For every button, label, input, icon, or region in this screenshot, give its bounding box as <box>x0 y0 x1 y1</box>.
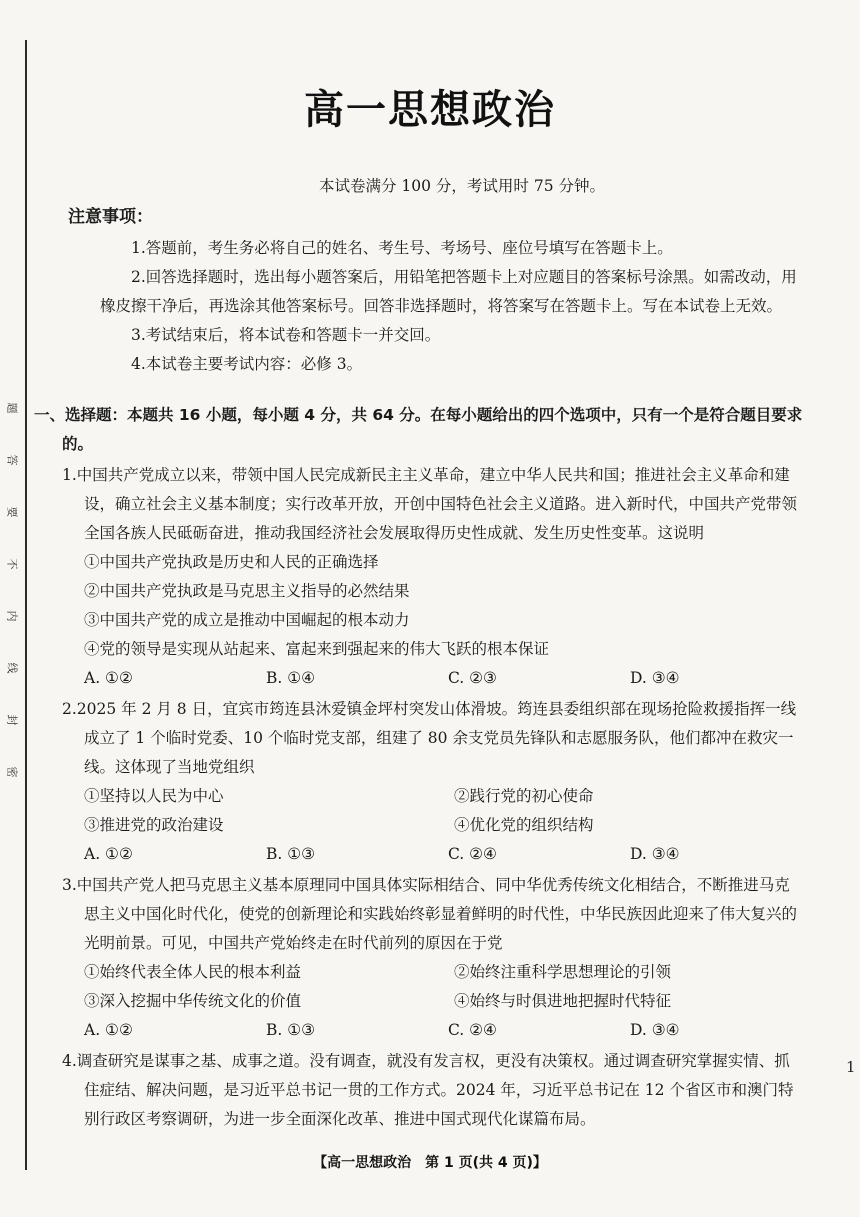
exam-subtitle: 本试卷满分 100 分，考试用时 75 分钟。 <box>318 177 606 195</box>
statements-grid <box>62 958 802 1016</box>
statement: ②中国共产党执政是马克思主义指导的必然结果 <box>84 582 410 600</box>
question-stem: 3.中国共产党人把马克思主义基本原理同中国具体实际相结合、同中华优秀传统文化相结合，不断推进马克思主义中国化时代化，使党的创新理论和实践始终彰显着鲜明的时代性，中华民族因此迎来了伟大复兴的光明前景。可见，中国共产党始终走在时代前列的原因在于党 <box>62 876 798 952</box>
margin-number: 1 <box>846 1058 856 1076</box>
choice-d: D. ③④ <box>630 1021 680 1039</box>
statement: ①中国共产党执政是历史和人民的正确选择 <box>84 553 379 571</box>
question-stem: 4.调查研究是谋事之基、成事之道。没有调查，就没有发言权，更没有决策权。通过调查研究掌握实情、抓住症结、解决问题，是习近平总书记一贯的工作方式。2024 年，习近平总书记在 12 个省区市和澳门特别行政区考察调研，为进一步全面深化改革、推进中国式现代化谋篇布局。 <box>62 1052 794 1128</box>
section-heading: 一、选择题：本题共 16 小题，每小题 4 分，共 64 分。在每小题给出的四个选项中，只有一个是符合题目要求的。 <box>34 406 803 453</box>
choice-a: A. ①② <box>84 1021 133 1039</box>
statement: ③推进党的政治建设 <box>84 816 224 834</box>
choice-c: C. ②④ <box>448 1021 497 1039</box>
choice-b: B. ①④ <box>266 669 316 687</box>
statement: ①始终代表全体人民的根本利益 <box>84 963 302 981</box>
statement: ③深入挖掘中华传统文化的价值 <box>84 992 302 1010</box>
question-1 <box>62 461 802 693</box>
notice-heading: 注意事项： <box>68 207 153 227</box>
side-label: 不 <box>5 558 18 570</box>
side-label: 答 <box>5 454 18 466</box>
question-stem: 2.2025 年 2 月 8 日，宜宾市筠连县沐爱镇金坪村突发山体滑坡。筠连县委组织部在现场抢险救援指挥一线成立了 1 个临时党委、10 个临时党支部，组建了 80 余支党员先锋队和志愿服务队，他们都冲在救灾一线。这体现了当地党组织 <box>62 700 797 776</box>
choice-d: D. ③④ <box>630 845 680 863</box>
side-label: 密 <box>5 766 18 778</box>
choice-b: B. ①③ <box>266 845 316 863</box>
notice-item: 4.本试卷主要考试内容：必修 3。 <box>131 355 363 373</box>
answer-choices <box>62 664 802 693</box>
answer-choices <box>62 1016 802 1045</box>
side-label: 封 <box>5 714 18 726</box>
page-title: 高一思想政治 <box>304 87 556 133</box>
question-2 <box>62 695 802 869</box>
statement: ③中国共产党的成立是推动中国崛起的根本动力 <box>84 611 410 629</box>
choice-a: A. ①② <box>84 669 133 687</box>
answer-choices <box>62 840 802 869</box>
choice-a: A. ①② <box>84 845 133 863</box>
statement: ①坚持以人民为中心 <box>84 787 224 805</box>
exam-content <box>34 172 803 1134</box>
side-label: 要 <box>5 506 18 518</box>
question-4 <box>62 1047 802 1134</box>
choice-c: C. ②③ <box>448 669 497 687</box>
statement: ②始终注重科学思想理论的引领 <box>454 963 672 981</box>
notice-item: 1.答题前，考生务必将自己的姓名、考生号、考场号、座位号填写在答题卡上。 <box>131 239 673 257</box>
statements-grid <box>62 782 802 840</box>
statement: ②践行党的初心使命 <box>454 787 594 805</box>
notice-item: 3.考试结束后，将本试卷和答题卡一并交回。 <box>131 326 441 344</box>
question-3 <box>62 871 802 1045</box>
page-footer: 【高一思想政治 第 1 页(共 4 页)】 <box>313 1155 547 1171</box>
side-label: 题 <box>5 402 18 414</box>
choice-d: D. ③④ <box>630 669 680 687</box>
choice-c: C. ②④ <box>448 845 497 863</box>
statement: ④党的领导是实现从站起来、富起来到强起来的伟大飞跃的根本保证 <box>84 640 550 658</box>
binding-line <box>25 40 27 1170</box>
side-label: 内 <box>5 610 18 622</box>
statement: ④始终与时俱进地把握时代特征 <box>454 992 672 1010</box>
choice-b: B. ①③ <box>266 1021 316 1039</box>
question-stem: 1.中国共产党成立以来，带领中国人民完成新民主主义革命，建立中华人民共和国；推进社会主义革命和建设，确立社会主义基本制度；实行改革开放，开创中国特色社会主义道路。进入新时代，中国共产党带领全国各族人民砥砺奋进，推动我国经济社会发展取得历史性成就、发生历史性变革。这说明 <box>62 466 798 542</box>
statement: ④优化党的组织结构 <box>454 816 594 834</box>
binding-margin-labels <box>4 400 20 780</box>
side-label: 线 <box>5 662 18 674</box>
notice-item: 2.回答选择题时，选出每小题答案后，用铅笔把答题卡上对应题目的答案标号涂黑。如需改动，用橡皮擦干净后，再选涂其他答案标号。回答非选择题时，将答案写在答题卡上。写在本试卷上无效。 <box>100 268 797 315</box>
